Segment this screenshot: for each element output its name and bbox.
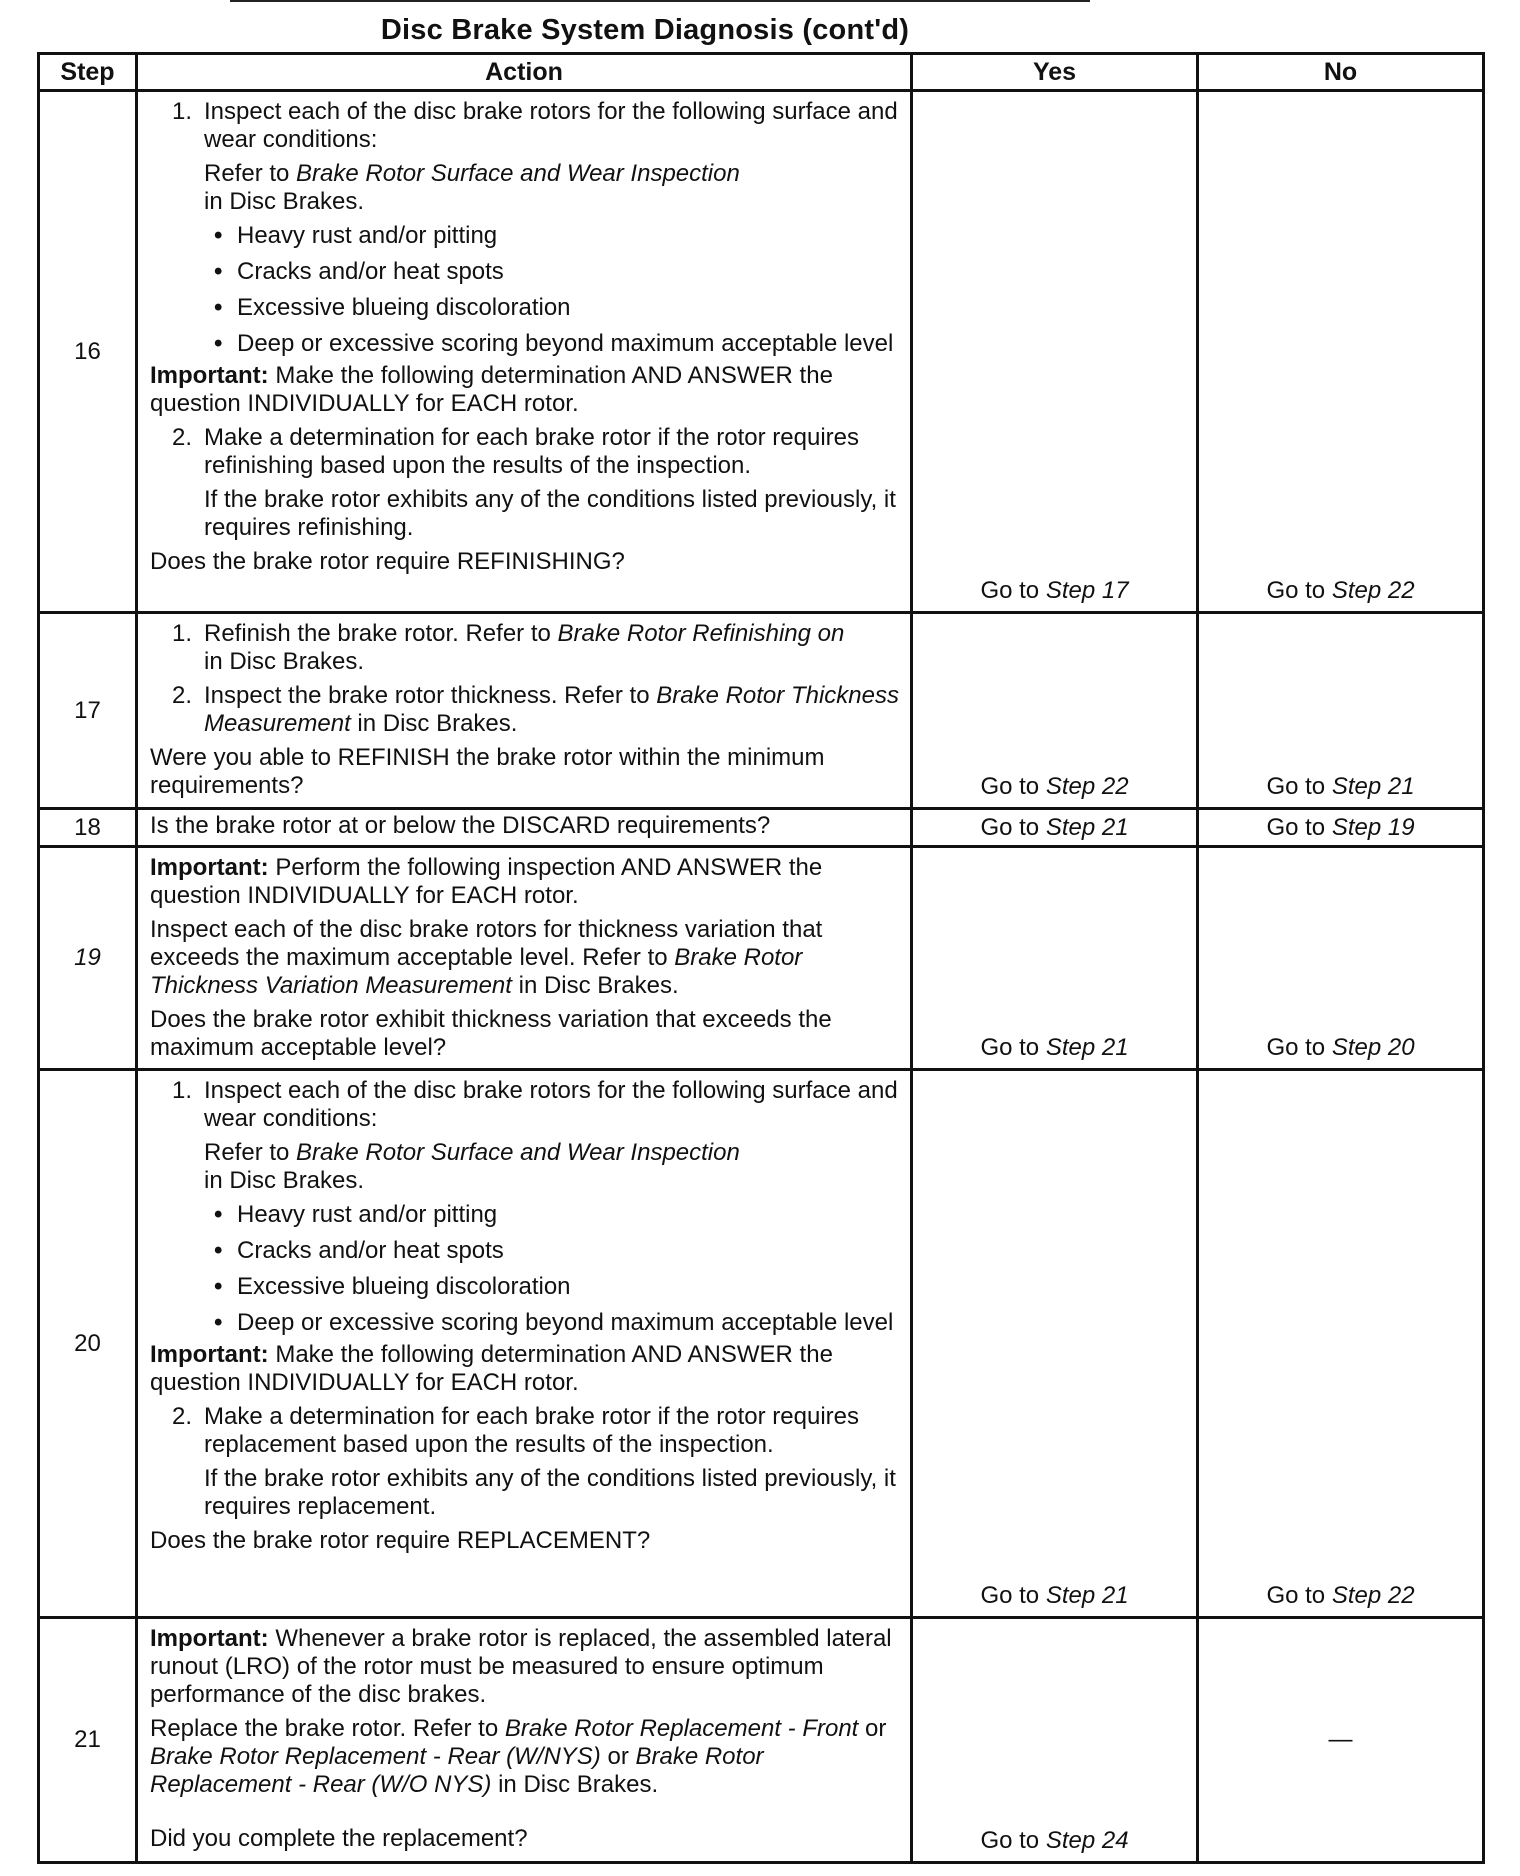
action-cell <box>137 847 912 1070</box>
refer-link-rear-wnys: Brake Rotor Replacement - Rear (W/NYS) <box>150 1743 601 1770</box>
question: Did you complete the replacement? <box>150 1825 528 1852</box>
refer-suffix: in Disc Brakes. <box>204 648 365 675</box>
item-number: 2. <box>172 424 193 451</box>
no-step-link: Step 20 <box>1331 1034 1415 1061</box>
question: Does the brake rotor exhibit thickness variation that exceeds the maximum acceptable level? <box>150 1006 832 1061</box>
goto-prefix: Go to <box>980 1582 1046 1609</box>
item-number: 1. <box>172 98 193 125</box>
item-text-wrap <box>204 620 844 676</box>
no-cell <box>1198 847 1484 1070</box>
item-text: Inspect the brake rotor thickness. Refer to <box>204 682 657 709</box>
list-item <box>214 222 900 250</box>
question: Does the brake rotor require REPLACEMENT? <box>150 1527 651 1554</box>
yes-cell <box>912 1070 1198 1618</box>
table-row-step-18 <box>39 809 1484 847</box>
important-text: Whenever a brake rotor is replaced, the assembled lateral runout (LRO) of the rotor must be measured to ensure optimum performance of the disc brakes. <box>150 1625 892 1708</box>
step-number: 20 <box>39 1070 137 1618</box>
important-note <box>150 362 900 418</box>
goto-prefix: Go to <box>1266 577 1332 604</box>
condition-list <box>214 222 900 358</box>
no-step-link: Step 19 <box>1331 813 1415 841</box>
important-text: Make the following determination AND ANSWER the question INDIVIDUALLY for EACH rotor. <box>150 1341 833 1396</box>
item-text: Refinish the brake rotor. Refer to <box>204 620 558 647</box>
refer-suffix: in Disc Brakes. <box>511 972 679 999</box>
yes-step-link: Step 22 <box>1045 773 1129 800</box>
instruction-text: Inspect each of the disc brake rotors for thickness variation that exceeds the maximum acceptable level. Refer to <box>150 916 823 971</box>
step-number: 19 <box>39 847 137 1070</box>
action-cell <box>137 1618 912 1863</box>
no-cell <box>1198 613 1484 809</box>
table-row-step-20 <box>39 1070 1484 1618</box>
list-item-text: Excessive blueing discoloration <box>237 1273 571 1300</box>
yes-cell <box>912 1618 1198 1863</box>
important-note <box>150 1341 900 1397</box>
list-item-text: Cracks and/or heat spots <box>237 258 504 285</box>
list-item <box>214 1237 900 1265</box>
item-number: 2. <box>172 682 193 709</box>
refer-suffix: in Disc Brakes. <box>204 1167 365 1194</box>
refer-link-front: Brake Rotor Replacement - Front <box>504 1715 859 1742</box>
yes-cell <box>912 847 1198 1070</box>
goto-prefix: Go to <box>980 1827 1046 1854</box>
item-number: 2. <box>172 1403 193 1430</box>
action-cell <box>137 809 912 847</box>
item-text: Inspect each of the disc brake rotors for the following surface and wear conditions: <box>204 1077 898 1132</box>
goto-prefix: Go to <box>1266 773 1332 800</box>
important-label: Important: <box>150 1341 269 1368</box>
action-cell <box>137 91 912 613</box>
no-value-dash: — <box>1328 1726 1353 1753</box>
refer-suffix: in Disc Brakes. <box>204 188 365 215</box>
goto-prefix: Go to <box>980 773 1046 800</box>
table-row-step-21 <box>39 1618 1484 1863</box>
yes-step-link: Step 24 <box>1045 1827 1129 1854</box>
goto-prefix: Go to <box>1266 1034 1332 1061</box>
list-item <box>214 1273 900 1301</box>
refer-link: Brake Rotor Surface and Wear Inspection <box>296 160 740 187</box>
no-step-link: Step 22 <box>1331 577 1415 604</box>
col-header-yes: Yes <box>912 54 1198 91</box>
bullet-icon: • <box>214 1273 223 1300</box>
or-text: or <box>600 1743 636 1770</box>
item-number: 1. <box>172 1077 193 1104</box>
bullet-icon: • <box>214 222 223 249</box>
goto-prefix: Go to <box>980 1034 1046 1061</box>
refer-link: Brake Rotor Thickness Measurement <box>204 682 899 737</box>
important-text: Perform the following inspection AND ANSWER the question INDIVIDUALLY for EACH rotor. <box>150 854 823 909</box>
important-label: Important: <box>150 854 269 881</box>
goto-prefix: Go to <box>1266 813 1332 841</box>
page-title: Disc Brake System Diagnosis (cont'd) <box>380 14 910 46</box>
table-row-step-16 <box>39 91 1484 613</box>
step-number: 16 <box>39 91 137 613</box>
instruction-text: Replace the brake rotor. Refer to <box>150 1715 505 1742</box>
refer-link: Brake Rotor Thickness Variation Measurement <box>150 944 803 999</box>
no-step-link: Step 22 <box>1331 1582 1415 1609</box>
list-item <box>214 1201 900 1229</box>
yes-step-link: Step 21 <box>1045 1034 1129 1061</box>
important-label: Important: <box>150 362 269 389</box>
step-number: 21 <box>39 1618 137 1863</box>
yes-step-link: Step 21 <box>1045 813 1129 841</box>
numbered-item <box>172 682 900 738</box>
list-item-text: Deep or excessive scoring beyond maximum acceptable level <box>237 1309 894 1336</box>
item-text: Inspect each of the disc brake rotors for the following surface and wear conditions: <box>204 98 898 153</box>
item-text: Make a determination for each brake rotor if the rotor requires refinishing based upon the results of the inspection. <box>204 424 859 479</box>
no-cell <box>1198 1618 1484 1863</box>
numbered-item <box>172 424 900 480</box>
list-item <box>214 258 900 286</box>
important-note <box>150 1625 900 1709</box>
table-row-step-17 <box>39 613 1484 809</box>
instruction <box>150 1715 900 1799</box>
item-number: 1. <box>172 620 193 647</box>
important-label: Important: <box>150 1625 269 1652</box>
col-header-no: No <box>1198 54 1484 91</box>
refer-suffix: in Disc Brakes. <box>491 1771 659 1798</box>
top-rule <box>230 0 1090 5</box>
step-number: 18 <box>39 809 137 847</box>
item-note: If the brake rotor exhibits any of the conditions listed previously, it requires replacement. <box>204 1465 896 1520</box>
numbered-item <box>172 1403 900 1459</box>
condition-list <box>214 1201 900 1337</box>
list-item-text: Heavy rust and/or pitting <box>237 1201 498 1228</box>
yes-step-link: Step 17 <box>1045 577 1129 604</box>
list-item-text: Cracks and/or heat spots <box>237 1237 504 1264</box>
bullet-icon: • <box>214 258 223 285</box>
action-cell <box>137 613 912 809</box>
instruction <box>150 916 900 1000</box>
list-item-text: Deep or excessive scoring beyond maximum acceptable level <box>237 330 894 357</box>
important-text: Make the following determination AND ANSWER the question INDIVIDUALLY for EACH rotor. <box>150 362 833 417</box>
step-number: 17 <box>39 613 137 809</box>
bullet-icon: • <box>214 1309 223 1336</box>
refer-link-rear-wonys: Brake Rotor Replacement - Rear (W/O NYS) <box>150 1743 764 1798</box>
bullet-icon: • <box>214 330 223 357</box>
refer-link: Brake Rotor Surface and Wear Inspection <box>296 1139 740 1166</box>
yes-step-link: Step 21 <box>1045 1582 1129 1609</box>
col-header-step: Step <box>39 54 137 91</box>
bullet-icon: • <box>214 294 223 321</box>
yes-cell <box>912 613 1198 809</box>
numbered-item <box>172 98 900 154</box>
list-item <box>214 330 900 358</box>
question: Were you able to REFINISH the brake rotor within the minimum requirements? <box>150 744 825 799</box>
yes-cell <box>912 91 1198 613</box>
refer-link: Brake Rotor Refinishing on <box>557 620 845 647</box>
bullet-icon: • <box>214 1237 223 1264</box>
important-note <box>150 854 900 910</box>
col-header-action: Action <box>137 54 912 91</box>
refer-prefix: Refer to <box>204 1139 297 1166</box>
diagnosis-table <box>37 52 1485 1864</box>
item-note: If the brake rotor exhibits any of the conditions listed previously, it requires refinishing. <box>204 486 896 541</box>
item-text-wrap <box>204 682 900 738</box>
question: Is the brake rotor at or below the DISCARD requirements? <box>150 812 771 839</box>
no-step-link: Step 21 <box>1331 773 1415 800</box>
refer-note <box>204 160 900 216</box>
numbered-item <box>172 1077 900 1133</box>
no-cell <box>1198 91 1484 613</box>
yes-cell <box>912 809 1198 847</box>
table-row-step-19 <box>39 847 1484 1070</box>
question: Does the brake rotor require REFINISHING? <box>150 548 625 575</box>
action-cell <box>137 1070 912 1618</box>
no-cell <box>1198 1070 1484 1618</box>
bullet-icon: • <box>214 1201 223 1228</box>
numbered-item <box>172 620 900 676</box>
goto-prefix: Go to <box>980 577 1046 604</box>
refer-note <box>204 1139 900 1195</box>
list-item <box>214 294 900 322</box>
list-item-text: Heavy rust and/or pitting <box>237 222 498 249</box>
refer-prefix: Refer to <box>204 160 297 187</box>
no-cell <box>1198 809 1484 847</box>
list-item-text: Excessive blueing discoloration <box>237 294 571 321</box>
item-text: Make a determination for each brake rotor if the rotor requires replacement based upon the results of the inspection. <box>204 1403 859 1458</box>
or-text: or <box>858 1715 887 1742</box>
refer-suffix: in Disc Brakes. <box>350 710 518 737</box>
list-item <box>214 1309 900 1337</box>
goto-prefix: Go to <box>980 813 1046 841</box>
header-row <box>39 54 1484 91</box>
goto-prefix: Go to <box>1266 1582 1332 1609</box>
